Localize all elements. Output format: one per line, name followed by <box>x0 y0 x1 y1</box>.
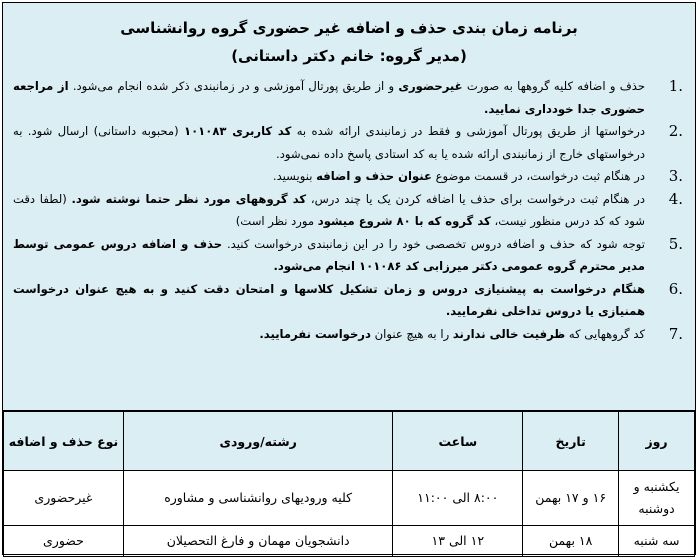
table-row <box>4 526 695 557</box>
note-number: 3. <box>668 167 683 185</box>
note-item <box>13 120 683 165</box>
note-item <box>13 233 683 278</box>
note-item <box>13 165 683 188</box>
note-text-bold: عنوان حذف و اضافه <box>316 169 432 183</box>
note-number: 5. <box>668 234 683 253</box>
note-text: مورد نظر است) <box>235 214 318 228</box>
cell-type: حضوری <box>4 526 124 557</box>
cell-time: ۸:۰۰ الی ۱۱:۰۰ <box>393 471 523 526</box>
note-text-bold: کد گروه که با ۸۰ شروع میشود <box>317 214 491 228</box>
note-text-bold: درخواست نفرمایید. <box>259 326 371 341</box>
note-number: 6. <box>668 279 683 298</box>
header-day: روز <box>619 412 695 471</box>
header-time: ساعت <box>393 412 523 471</box>
note-text: را به هیچ عنوان <box>370 326 453 341</box>
page-subtitle: (مدیر گروه: خانم دکتر داستانی) <box>231 47 467 65</box>
note-number: 2. <box>668 122 683 140</box>
note-text-bold: کد گروههای مورد نظر حتما نوشته شود. <box>71 191 307 206</box>
header-type: نوع حذف و اضافه <box>4 412 124 471</box>
note-number: 1. <box>668 77 683 95</box>
note-text: توجه شود که حذف و اضافه دروس تخصصی خود را در این زمانبندی درخواست کنید. <box>222 236 646 251</box>
note-text: درخواستها از طریق پورتال آموزشی و فقط در زمانبندی ارائه شده به <box>291 124 645 138</box>
note-text-bold: ظرفیت خالی ندارند <box>452 326 566 341</box>
schedule-table <box>3 411 695 557</box>
cell-date: ۱۸ بهمن <box>523 526 619 557</box>
table-row <box>4 471 695 526</box>
cell-day: سه شنبه <box>619 526 695 557</box>
note-text: در هنگام ثبت درخواست برای حذف یا اضافه کردن یک یا چند درس، <box>306 191 645 206</box>
notes-list <box>13 75 683 345</box>
note-text-bold: از مراجعه حضوری جدا خودداری نمایید. <box>13 79 645 116</box>
cell-type: غیرحضوری <box>4 471 124 526</box>
note-text: کد گروههایی که <box>565 326 645 341</box>
note-text-bold: کد کاربری ۱۰۱۰۸۳ <box>184 124 292 138</box>
cell-day: یکشنبه و دوشنبه <box>619 471 695 526</box>
cell-field: کلیه ورودیهای روانشناسی و مشاوره <box>123 471 393 526</box>
note-text: بنویسید. <box>272 169 317 183</box>
note-text-bold: حذف و اضافه دروس عمومی توسط مدیر محترم گروه عمومی دکتر میرزابی کد ۱۰۱۰۸۶ انجام می‌شود. <box>13 236 645 273</box>
note-item <box>13 188 683 233</box>
note-text: (محبوبه داستانی) ارسال شود. به درخواستهای خارج از زمانبندی ارائه شده یا به کد استادی پاسخ داده نمی‌شود. <box>13 124 645 161</box>
page-title: برنامه زمان بندی حذف و اضافه غیر حضوری گروه روانشناسی <box>120 19 578 37</box>
note-text: حذف و اضافه کلیه گروهها به صورت <box>462 79 645 93</box>
note-text: در هنگام ثبت درخواست، در قسمت موضوع <box>431 169 645 183</box>
note-text-bold: هنگام درخواست به پیشنیازی دروس و زمان تشکیل کلاسها و امتحان دقت کنید و به هیچ عنوان درخواست همنیازی یا دروس تداخلی نفرمایید. <box>13 281 645 318</box>
table-header-row <box>4 412 695 471</box>
document-sheet <box>2 2 696 555</box>
cell-date: ۱۶ و ۱۷ بهمن <box>523 471 619 526</box>
header-date: تاریخ <box>523 412 619 471</box>
note-text-bold: غیرحضوری <box>398 79 463 93</box>
note-number: 4. <box>668 189 683 208</box>
note-item <box>13 75 683 120</box>
note-text: و از طریق پورتال آموزشی و در زمانبندی ذکر شده انجام می‌شود. <box>68 79 399 93</box>
note-text: (لطفا دقت شود که کد درس منظور نیست، <box>13 191 645 228</box>
header-field: رشته/ورودی <box>123 412 393 471</box>
note-number: 7. <box>668 324 683 343</box>
note-item <box>13 323 683 346</box>
instructions-panel <box>3 3 695 411</box>
cell-time: ۱۲ الی ۱۳ <box>393 526 523 557</box>
cell-field: دانشجویان مهمان و فارغ التحصیلان <box>123 526 393 557</box>
note-item <box>13 278 683 323</box>
